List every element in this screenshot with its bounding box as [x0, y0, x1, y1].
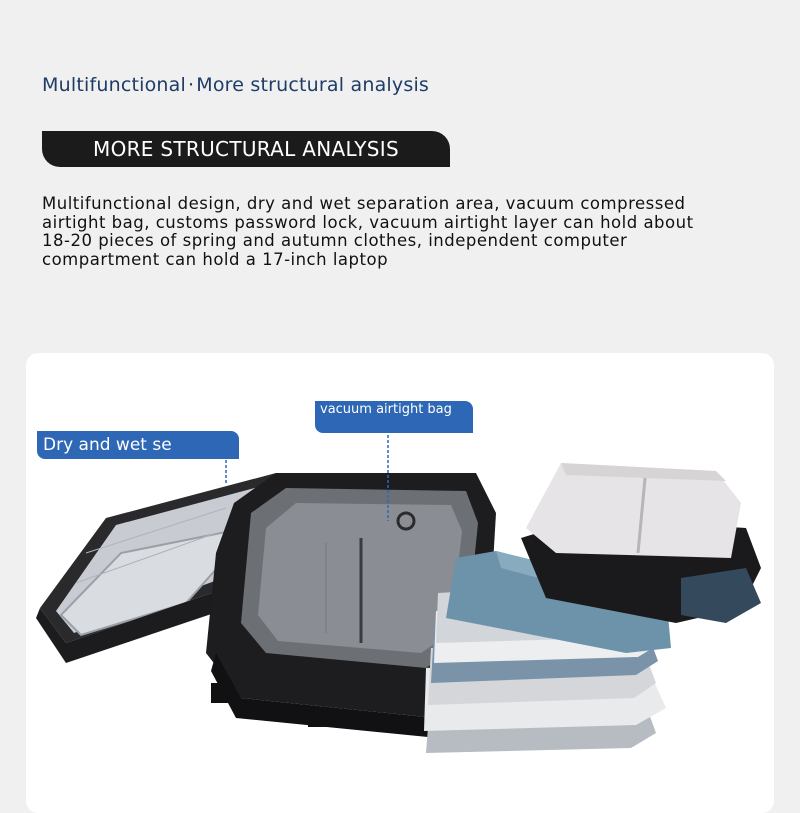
product-photo — [26, 353, 774, 813]
subtitle-part-2: More structural analysis — [196, 74, 430, 96]
page-subtitle — [42, 74, 429, 96]
subtitle-part-1: Multifunctional — [42, 74, 186, 96]
product-description: Multifunctional design, dry and wet separation area, vacuum compressed airtight bag, customs password lock, vacuum airtight layer can hold about 18-20 pieces of spring and autumn clothes, independent computer compartment can hold a 17-inch laptop — [42, 194, 694, 269]
section-title-banner — [42, 131, 450, 167]
vacuum-airtight-bag-callout: vacuum airtight bag — [315, 401, 473, 433]
folded-jacket — [521, 463, 761, 623]
subtitle-separator: · — [187, 74, 195, 96]
dry-wet-separation-callout: Dry and wet se — [37, 431, 239, 459]
section-title: MORE STRUCTURAL ANALYSIS — [93, 137, 399, 161]
